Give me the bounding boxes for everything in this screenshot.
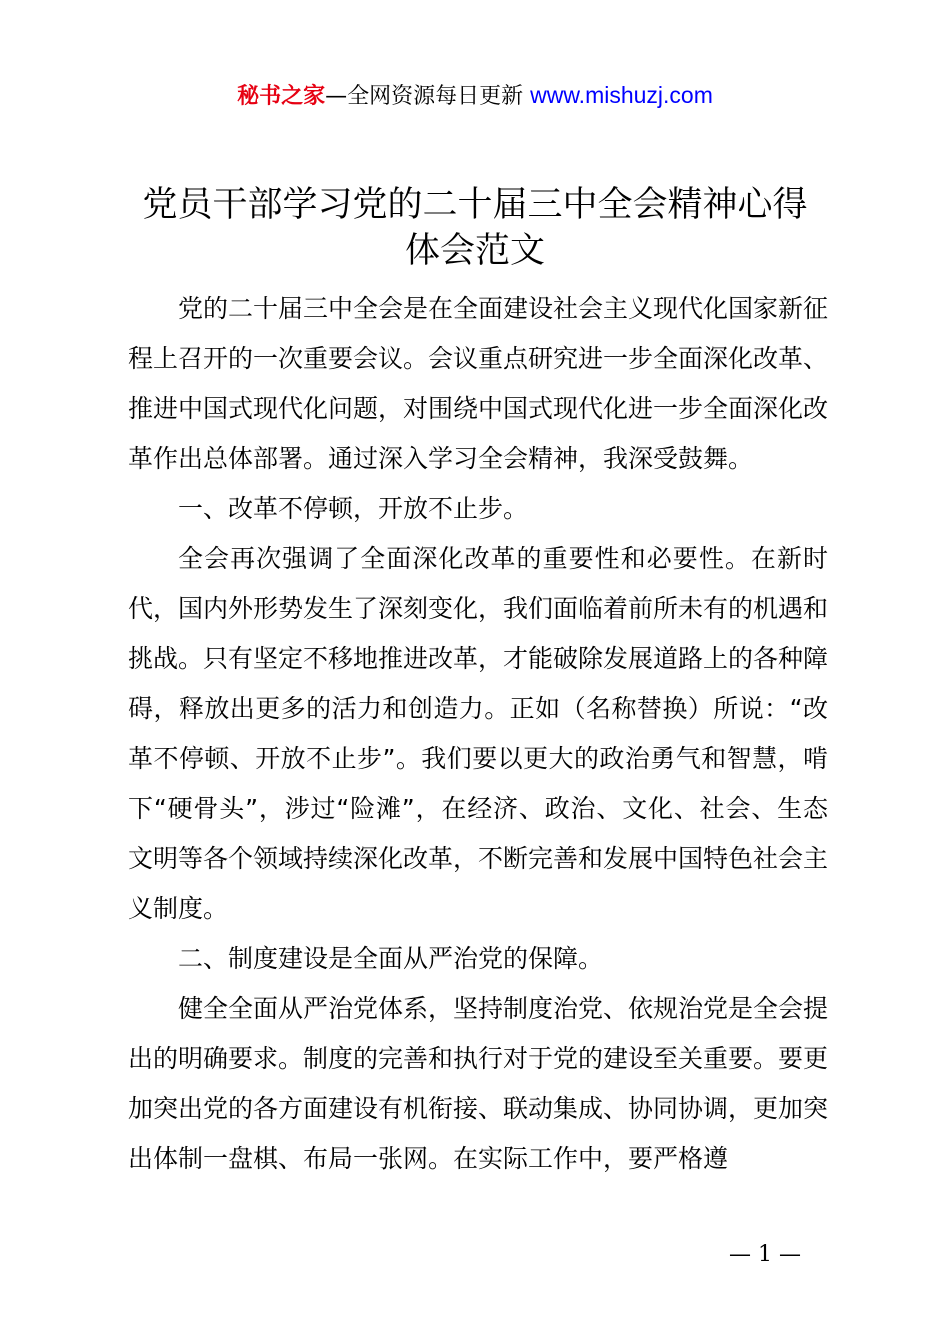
site-header bbox=[0, 78, 950, 114]
section-heading-1: 一、改革不停顿，开放不止步。 bbox=[178, 494, 529, 523]
site-brand: 秘书之家 bbox=[237, 84, 326, 109]
paragraph-section-1: 全会再次强调了全面深化改革的重要性和必要性。在新时代，国内外形势发生了深刻变化，我们面临着前所未有的机遇和挑战。只有坚定不移地推进改革，才能破除发展道路上的各种障碍，释放出更多的活力和创造力。正如（名称替换）所说：“改革不停顿、开放不止步”。我们要以更大的政治勇气和智慧，啃下“硬骨头”，涉过“险滩”，在经济、政治、文化、社会、生态文明等各个领域持续深化改革，不断完善和发展中国特色社会主义制度。 bbox=[128, 544, 829, 923]
site-tagline: —全网资源每日更新 bbox=[325, 84, 531, 109]
page-number: — 1 — bbox=[729, 1242, 801, 1267]
title-line-2: 体会范文 bbox=[404, 231, 545, 271]
site-url-link[interactable]: www.mishuzj.com bbox=[530, 82, 713, 108]
title-line-1: 党员干部学习党的二十届三中全会精神心得 bbox=[142, 185, 808, 225]
paragraph-intro: 党的二十届三中全会是在全面建设社会主义现代化国家新征程上召开的一次重要会议。会议重点研究进一步全面深化改革、推进中国式现代化问题，对围绕中国式现代化进一步全面深化改革作出总体部署。通过深入学习全会精神，我深受鼓舞。 bbox=[128, 294, 829, 473]
document-title bbox=[120, 182, 830, 274]
section-heading-2: 二、制度建设是全面从严治党的保障。 bbox=[178, 944, 604, 973]
document-body bbox=[128, 284, 828, 1184]
paragraph-section-2: 健全全面从严治党体系，坚持制度治党、依规治党是全会提出的明确要求。制度的完善和执行对于党的建设至关重要。要更加突出党的各方面建设有机衔接、联动集成、协同协调，更加突出体制一盘棋、布局一张网。在实际工作中，要严格遵 bbox=[128, 994, 829, 1173]
